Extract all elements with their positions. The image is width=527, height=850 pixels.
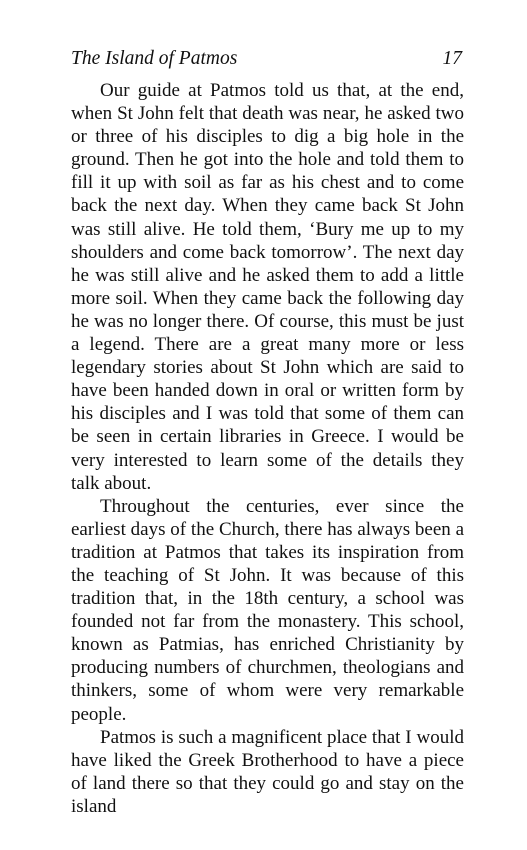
paragraph-tradition-school: Throughout the centuries, ever since the earliest days of the Church, there has always been a tradition at Patmos that takes its inspiration from the teaching of St John. It was because of this tradition that, in the 18th century, a school was founded not far from the monastery. This school, known as Patmias, has enriched Christianity by producing numbers of churchmen, theologians and thinkers, some of whom were very remarkable people.	[71, 495, 464, 725]
paragraph-brotherhood-land: Patmos is such a magnificent place that I would have liked the Greek Brotherhood to have a piece of land there so that they could go and stay on the island	[71, 726, 464, 817]
paragraph-guide-legend: Our guide at Patmos told us that, at the end, when St John felt that death was near, he asked two or three of his disciples to dig a big hole in the ground. Then he got into the hole and told them to fill it up with soil as far as his chest and to come back the next day. When they came back St John was still alive. He told them, ‘Bury me up to my shoulders and come back tomorrow’. The next day he was still alive and he asked them to add a little more soil. When they came back the following day he was no longer there. Of course, this must be just a legend. There are a great many more or less legendary stories about St John which are said to have been handed down in oral or written form by his disciples and I was told that some of them can be seen in certain libraries in Greece. I would be very interested to learn some of the details they talk about.	[71, 80, 464, 494]
running-head-title: The Island of Patmos	[71, 48, 238, 69]
page-number: 17	[442, 48, 462, 69]
running-head	[71, 46, 462, 72]
body-text	[71, 79, 464, 818]
